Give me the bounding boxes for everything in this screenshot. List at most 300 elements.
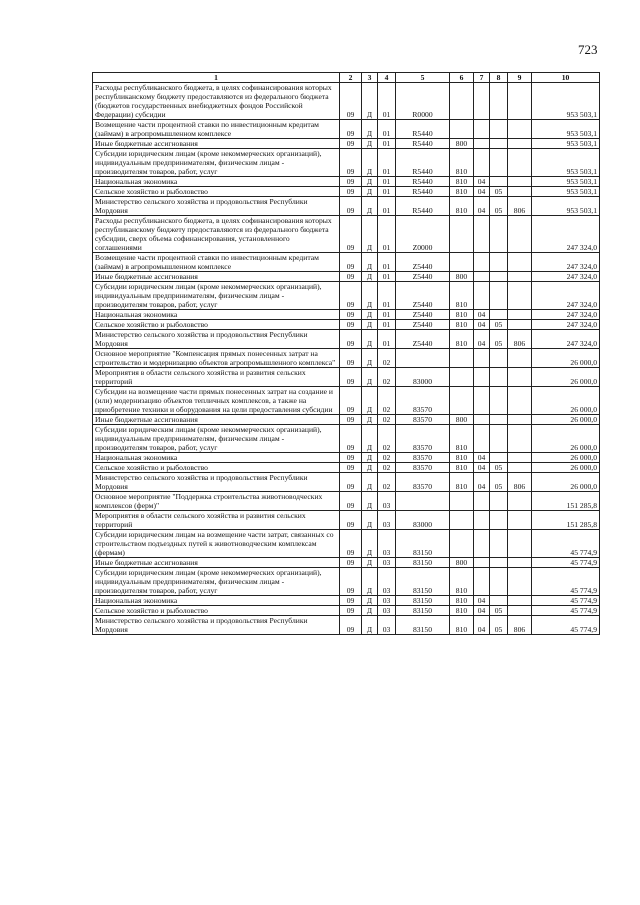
row-code-3-cell: Д [362, 253, 378, 272]
row-code-2-cell: 09 [340, 606, 362, 616]
row-name-cell: Мероприятия в области сельского хозяйства и развития сельских территорий [93, 511, 340, 530]
row-code-8-cell [490, 310, 508, 320]
row-code-8-cell [490, 349, 508, 368]
row-code-3-cell: Д [362, 272, 378, 282]
row-code-6-cell: 810 [450, 187, 474, 197]
table-row [93, 177, 600, 187]
row-name-cell: Расходы республиканского бюджета, в целях софинансирования которых республиканскому бюджету предоставляются из федерального бюджета (бюджетов государственных внебюджетных фондов Российской Федерации) субсидии [93, 83, 340, 120]
row-name-cell: Иные бюджетные ассигнования [93, 139, 340, 149]
row-code-5-cell: 83150 [396, 616, 450, 635]
table-row [93, 197, 600, 216]
row-code-9-cell: 806 [508, 197, 532, 216]
row-code-2-cell: 09 [340, 216, 362, 253]
table-row [93, 149, 600, 177]
row-code-9-cell [508, 282, 532, 310]
row-code-3-cell: Д [362, 349, 378, 368]
row-code-7-cell: 04 [474, 473, 490, 492]
row-name-cell: Иные бюджетные ассигнования [93, 272, 340, 282]
row-code-7-cell: 04 [474, 596, 490, 606]
header-col-4: 4 [378, 73, 396, 83]
row-code-9-cell [508, 272, 532, 282]
row-code-2-cell: 09 [340, 492, 362, 511]
row-code-2-cell: 09 [340, 310, 362, 320]
row-code-2-cell: 09 [340, 511, 362, 530]
header-col-10: 10 [532, 73, 600, 83]
row-code-4-cell: 03 [378, 511, 396, 530]
row-code-4-cell: 02 [378, 387, 396, 415]
row-amount-cell: 151 285,8 [532, 511, 600, 530]
row-code-4-cell: 02 [378, 473, 396, 492]
row-code-5-cell: Z5440 [396, 282, 450, 310]
row-code-5-cell [396, 492, 450, 511]
row-code-4-cell: 01 [378, 197, 396, 216]
row-code-4-cell: 02 [378, 463, 396, 473]
row-code-2-cell: 09 [340, 387, 362, 415]
row-name-cell: Иные бюджетные ассигнования [93, 415, 340, 425]
row-code-3-cell: Д [362, 530, 378, 558]
row-code-6-cell: 810 [450, 596, 474, 606]
row-code-7-cell [474, 387, 490, 415]
row-code-9-cell [508, 349, 532, 368]
row-code-8-cell [490, 558, 508, 568]
row-code-9-cell [508, 187, 532, 197]
row-code-5-cell: 83150 [396, 596, 450, 606]
table-row [93, 530, 600, 558]
row-amount-cell: 247 324,0 [532, 282, 600, 310]
row-code-4-cell: 03 [378, 558, 396, 568]
row-code-5-cell: 83570 [396, 453, 450, 463]
row-code-6-cell [450, 120, 474, 139]
table-row [93, 282, 600, 310]
row-code-4-cell: 01 [378, 83, 396, 120]
row-code-4-cell: 03 [378, 596, 396, 606]
row-code-3-cell: Д [362, 282, 378, 310]
row-code-3-cell: Д [362, 330, 378, 349]
header-col-9: 9 [508, 73, 532, 83]
row-code-8-cell [490, 568, 508, 596]
row-code-3-cell: Д [362, 387, 378, 415]
row-code-4-cell: 01 [378, 253, 396, 272]
row-code-7-cell [474, 349, 490, 368]
row-code-8-cell [490, 425, 508, 453]
row-code-6-cell [450, 387, 474, 415]
row-code-9-cell [508, 139, 532, 149]
row-code-9-cell [508, 568, 532, 596]
row-code-9-cell [508, 415, 532, 425]
row-code-4-cell: 03 [378, 606, 396, 616]
row-code-3-cell: Д [362, 310, 378, 320]
row-name-cell: Министерство сельского хозяйства и продовольствия Республики Мордовия [93, 616, 340, 635]
row-code-9-cell [508, 120, 532, 139]
row-code-7-cell: 04 [474, 463, 490, 473]
row-amount-cell: 26 000,0 [532, 387, 600, 415]
row-code-4-cell: 03 [378, 530, 396, 558]
row-code-2-cell: 09 [340, 253, 362, 272]
table-row [93, 606, 600, 616]
row-code-5-cell: 83150 [396, 530, 450, 558]
row-code-5-cell: Z0000 [396, 216, 450, 253]
row-code-7-cell: 04 [474, 606, 490, 616]
row-code-5-cell: 83000 [396, 368, 450, 387]
row-code-2-cell: 09 [340, 463, 362, 473]
row-code-7-cell: 04 [474, 197, 490, 216]
row-amount-cell: 247 324,0 [532, 310, 600, 320]
row-code-6-cell [450, 83, 474, 120]
row-amount-cell: 26 000,0 [532, 425, 600, 453]
row-code-3-cell: Д [362, 568, 378, 596]
row-code-4-cell: 03 [378, 616, 396, 635]
row-amount-cell: 26 000,0 [532, 463, 600, 473]
table-row [93, 616, 600, 635]
row-code-7-cell [474, 282, 490, 310]
row-code-4-cell: 01 [378, 272, 396, 282]
row-code-3-cell: Д [362, 197, 378, 216]
row-code-7-cell: 04 [474, 616, 490, 635]
row-code-3-cell: Д [362, 187, 378, 197]
row-code-2-cell: 09 [340, 415, 362, 425]
row-amount-cell: 26 000,0 [532, 368, 600, 387]
row-code-3-cell: Д [362, 139, 378, 149]
table-header-row [93, 73, 600, 83]
row-code-6-cell [450, 492, 474, 511]
row-code-2-cell: 09 [340, 149, 362, 177]
table-row [93, 120, 600, 139]
row-code-8-cell [490, 368, 508, 387]
row-amount-cell: 953 503,1 [532, 120, 600, 139]
row-code-9-cell [508, 216, 532, 253]
row-code-7-cell: 04 [474, 177, 490, 187]
row-amount-cell: 953 503,1 [532, 83, 600, 120]
row-code-8-cell [490, 453, 508, 463]
row-code-8-cell: 05 [490, 187, 508, 197]
row-name-cell: Национальная экономика [93, 453, 340, 463]
row-code-9-cell [508, 253, 532, 272]
header-col-5: 5 [396, 73, 450, 83]
row-code-3-cell: Д [362, 425, 378, 453]
row-code-7-cell: 04 [474, 330, 490, 349]
row-name-cell: Основное мероприятие "Компенсация прямых понесенных затрат на строительство и модернизацию объектов агропромышленного комплекса" [93, 349, 340, 368]
row-code-8-cell [490, 120, 508, 139]
row-code-4-cell: 03 [378, 492, 396, 511]
row-code-5-cell: 83150 [396, 568, 450, 596]
row-code-2-cell: 09 [340, 568, 362, 596]
row-name-cell: Возмещение части процентной ставки по инвестиционным кредитам (займам) в агропромышленном комплексе [93, 120, 340, 139]
row-code-6-cell: 800 [450, 272, 474, 282]
row-amount-cell: 953 503,1 [532, 177, 600, 187]
row-code-8-cell: 05 [490, 473, 508, 492]
row-name-cell: Сельское хозяйство и рыболовство [93, 187, 340, 197]
table-row [93, 320, 600, 330]
row-amount-cell: 26 000,0 [532, 453, 600, 463]
row-code-4-cell: 01 [378, 187, 396, 197]
row-code-6-cell: 800 [450, 415, 474, 425]
row-code-6-cell: 800 [450, 558, 474, 568]
row-code-7-cell [474, 139, 490, 149]
row-name-cell: Мероприятия в области сельского хозяйства и развития сельских территорий [93, 368, 340, 387]
header-col-6: 6 [450, 73, 474, 83]
table-row [93, 272, 600, 282]
row-code-3-cell: Д [362, 596, 378, 606]
row-code-6-cell: 810 [450, 149, 474, 177]
row-code-4-cell: 02 [378, 415, 396, 425]
header-col-2: 2 [340, 73, 362, 83]
row-code-7-cell [474, 415, 490, 425]
row-code-8-cell [490, 415, 508, 425]
table-row [93, 596, 600, 606]
row-code-2-cell: 09 [340, 120, 362, 139]
row-amount-cell: 45 774,9 [532, 606, 600, 616]
row-code-9-cell [508, 558, 532, 568]
row-code-5-cell: R0000 [396, 83, 450, 120]
table-row [93, 463, 600, 473]
row-amount-cell: 953 503,1 [532, 149, 600, 177]
row-code-8-cell [490, 492, 508, 511]
row-code-2-cell: 09 [340, 177, 362, 187]
row-name-cell: Субсидии юридическим лицам (кроме некоммерческих организаций), индивидуальным предпринимателям, физическим лицам - производителям товаров, работ, услуг [93, 568, 340, 596]
row-name-cell: Национальная экономика [93, 596, 340, 606]
row-code-4-cell: 01 [378, 320, 396, 330]
row-code-4-cell: 01 [378, 139, 396, 149]
row-code-5-cell: 83570 [396, 463, 450, 473]
row-code-2-cell: 09 [340, 349, 362, 368]
row-code-5-cell [396, 349, 450, 368]
row-name-cell: Министерство сельского хозяйства и продовольствия Республики Мордовия [93, 330, 340, 349]
row-code-6-cell [450, 349, 474, 368]
row-amount-cell: 247 324,0 [532, 272, 600, 282]
row-code-2-cell: 09 [340, 330, 362, 349]
row-code-6-cell: 810 [450, 330, 474, 349]
table-row [93, 473, 600, 492]
row-code-8-cell [490, 177, 508, 187]
row-code-2-cell: 09 [340, 320, 362, 330]
row-code-6-cell: 810 [450, 177, 474, 187]
row-amount-cell: 953 503,1 [532, 197, 600, 216]
header-col-3: 3 [362, 73, 378, 83]
row-code-9-cell [508, 310, 532, 320]
row-code-4-cell: 01 [378, 120, 396, 139]
row-code-2-cell: 09 [340, 282, 362, 310]
row-amount-cell: 45 774,9 [532, 530, 600, 558]
row-name-cell: Сельское хозяйство и рыболовство [93, 606, 340, 616]
table-row [93, 387, 600, 415]
row-code-6-cell: 810 [450, 606, 474, 616]
header-col-1: 1 [93, 73, 340, 83]
row-code-5-cell: 83000 [396, 511, 450, 530]
row-name-cell: Национальная экономика [93, 177, 340, 187]
row-code-4-cell: 02 [378, 368, 396, 387]
row-code-3-cell: Д [362, 492, 378, 511]
row-code-3-cell: Д [362, 216, 378, 253]
row-code-6-cell: 810 [450, 310, 474, 320]
row-code-3-cell: Д [362, 149, 378, 177]
row-code-6-cell: 810 [450, 568, 474, 596]
row-code-3-cell: Д [362, 473, 378, 492]
row-code-5-cell: Z5440 [396, 320, 450, 330]
row-code-6-cell: 810 [450, 473, 474, 492]
row-code-7-cell [474, 120, 490, 139]
row-code-5-cell: 83570 [396, 415, 450, 425]
row-code-3-cell: Д [362, 616, 378, 635]
row-name-cell: Министерство сельского хозяйства и продовольствия Республики Мордовия [93, 473, 340, 492]
row-name-cell: Основное мероприятие "Поддержка строительства животноводческих комплексов (ферм)" [93, 492, 340, 511]
row-code-7-cell: 04 [474, 187, 490, 197]
row-code-2-cell: 09 [340, 425, 362, 453]
table-row [93, 492, 600, 511]
row-code-8-cell [490, 282, 508, 310]
row-code-2-cell: 09 [340, 596, 362, 606]
row-code-7-cell [474, 558, 490, 568]
row-amount-cell: 247 324,0 [532, 320, 600, 330]
row-code-7-cell [474, 149, 490, 177]
row-code-3-cell: Д [362, 177, 378, 187]
row-code-8-cell [490, 387, 508, 415]
row-code-2-cell: 09 [340, 368, 362, 387]
row-code-9-cell [508, 606, 532, 616]
row-code-9-cell [508, 530, 532, 558]
row-code-8-cell: 05 [490, 330, 508, 349]
row-amount-cell: 151 285,8 [532, 492, 600, 511]
row-code-6-cell: 810 [450, 616, 474, 635]
row-code-3-cell: Д [362, 120, 378, 139]
row-code-5-cell: Z5440 [396, 330, 450, 349]
row-code-2-cell: 09 [340, 83, 362, 120]
row-code-2-cell: 09 [340, 197, 362, 216]
table-row [93, 425, 600, 453]
row-code-5-cell: Z5440 [396, 272, 450, 282]
row-code-7-cell [474, 511, 490, 530]
row-amount-cell: 45 774,9 [532, 596, 600, 606]
row-code-8-cell: 05 [490, 616, 508, 635]
row-code-9-cell [508, 492, 532, 511]
row-code-5-cell: 83570 [396, 473, 450, 492]
row-name-cell: Сельское хозяйство и рыболовство [93, 463, 340, 473]
row-code-4-cell: 01 [378, 149, 396, 177]
table-row [93, 330, 600, 349]
row-code-3-cell: Д [362, 368, 378, 387]
row-code-8-cell: 05 [490, 320, 508, 330]
row-code-2-cell: 09 [340, 272, 362, 282]
row-code-7-cell [474, 216, 490, 253]
row-code-3-cell: Д [362, 453, 378, 463]
row-code-3-cell: Д [362, 463, 378, 473]
row-code-4-cell: 02 [378, 349, 396, 368]
table-row [93, 187, 600, 197]
row-code-4-cell: 01 [378, 282, 396, 310]
row-code-6-cell [450, 216, 474, 253]
row-code-2-cell: 09 [340, 187, 362, 197]
row-code-2-cell: 09 [340, 616, 362, 635]
row-code-5-cell: 83150 [396, 558, 450, 568]
row-code-6-cell: 810 [450, 463, 474, 473]
table-row [93, 349, 600, 368]
row-name-cell: Иные бюджетные ассигнования [93, 558, 340, 568]
row-code-9-cell [508, 425, 532, 453]
row-code-7-cell [474, 492, 490, 511]
row-code-5-cell: 83570 [396, 425, 450, 453]
row-amount-cell: 953 503,1 [532, 139, 600, 149]
row-code-7-cell: 04 [474, 320, 490, 330]
row-code-6-cell [450, 253, 474, 272]
table-row [93, 83, 600, 120]
row-code-5-cell: R5440 [396, 187, 450, 197]
row-code-7-cell [474, 425, 490, 453]
row-code-7-cell [474, 83, 490, 120]
table-row [93, 511, 600, 530]
table-row [93, 453, 600, 463]
row-code-8-cell [490, 253, 508, 272]
header-col-7: 7 [474, 73, 490, 83]
row-name-cell: Субсидии на возмещение части прямых понесенных затрат на создание и (или) модернизацию объектов тепличных комплексов, а также на приобретение техники и оборудования на цели предоставления субсидии [93, 387, 340, 415]
row-code-8-cell: 05 [490, 606, 508, 616]
row-code-5-cell: R5440 [396, 177, 450, 187]
row-code-9-cell: 806 [508, 330, 532, 349]
row-code-3-cell: Д [362, 511, 378, 530]
row-code-5-cell: R5440 [396, 149, 450, 177]
row-code-4-cell: 02 [378, 453, 396, 463]
row-amount-cell: 26 000,0 [532, 349, 600, 368]
row-amount-cell: 247 324,0 [532, 253, 600, 272]
row-code-5-cell: Z5440 [396, 253, 450, 272]
row-code-4-cell: 02 [378, 425, 396, 453]
row-amount-cell: 26 000,0 [532, 473, 600, 492]
row-code-8-cell [490, 83, 508, 120]
row-code-2-cell: 09 [340, 530, 362, 558]
row-code-3-cell: Д [362, 415, 378, 425]
row-code-9-cell [508, 368, 532, 387]
row-name-cell: Сельское хозяйство и рыболовство [93, 320, 340, 330]
row-code-3-cell: Д [362, 320, 378, 330]
row-code-5-cell: R5440 [396, 120, 450, 139]
row-code-9-cell [508, 320, 532, 330]
row-code-7-cell [474, 530, 490, 558]
row-name-cell: Субсидии юридическим лицам (кроме некоммерческих организаций), индивидуальным предпринимателям, физическим лицам - производителям товаров, работ, услуг [93, 425, 340, 453]
row-code-9-cell [508, 149, 532, 177]
row-code-9-cell [508, 596, 532, 606]
row-code-8-cell [490, 596, 508, 606]
table-row [93, 568, 600, 596]
row-code-9-cell [508, 177, 532, 187]
row-code-8-cell [490, 511, 508, 530]
row-code-5-cell: 83150 [396, 606, 450, 616]
row-code-4-cell: 03 [378, 568, 396, 596]
row-code-8-cell [490, 272, 508, 282]
row-code-5-cell: 83570 [396, 387, 450, 415]
row-code-7-cell [474, 272, 490, 282]
row-code-2-cell: 09 [340, 453, 362, 463]
row-code-3-cell: Д [362, 606, 378, 616]
row-name-cell: Субсидии юридическим лицам (кроме некоммерческих организаций), индивидуальным предпринимателям, физическим лицам - производителям товаров, работ, услуг [93, 149, 340, 177]
row-code-3-cell: Д [362, 558, 378, 568]
row-code-2-cell: 09 [340, 473, 362, 492]
row-code-6-cell [450, 368, 474, 387]
row-code-8-cell: 05 [490, 197, 508, 216]
row-code-5-cell: R5440 [396, 139, 450, 149]
table-row [93, 253, 600, 272]
row-name-cell: Расходы республиканского бюджета, в целях софинансирования которых республиканскому бюджету предоставляются из федерального бюджета субсидии, сверх объема софинансирования, установленного соглашениями [93, 216, 340, 253]
table-row [93, 216, 600, 253]
row-code-6-cell: 810 [450, 197, 474, 216]
row-code-4-cell: 01 [378, 310, 396, 320]
table-row [93, 368, 600, 387]
row-code-6-cell [450, 511, 474, 530]
row-code-5-cell: R5440 [396, 197, 450, 216]
row-amount-cell: 26 000,0 [532, 415, 600, 425]
row-name-cell: Субсидии юридическим лицам на возмещение части затрат, связанных со строительством подъездных путей к животноводческим комплексам (фермам) [93, 530, 340, 558]
row-code-7-cell: 04 [474, 453, 490, 463]
row-code-8-cell [490, 530, 508, 558]
row-code-4-cell: 01 [378, 216, 396, 253]
row-code-6-cell: 810 [450, 425, 474, 453]
